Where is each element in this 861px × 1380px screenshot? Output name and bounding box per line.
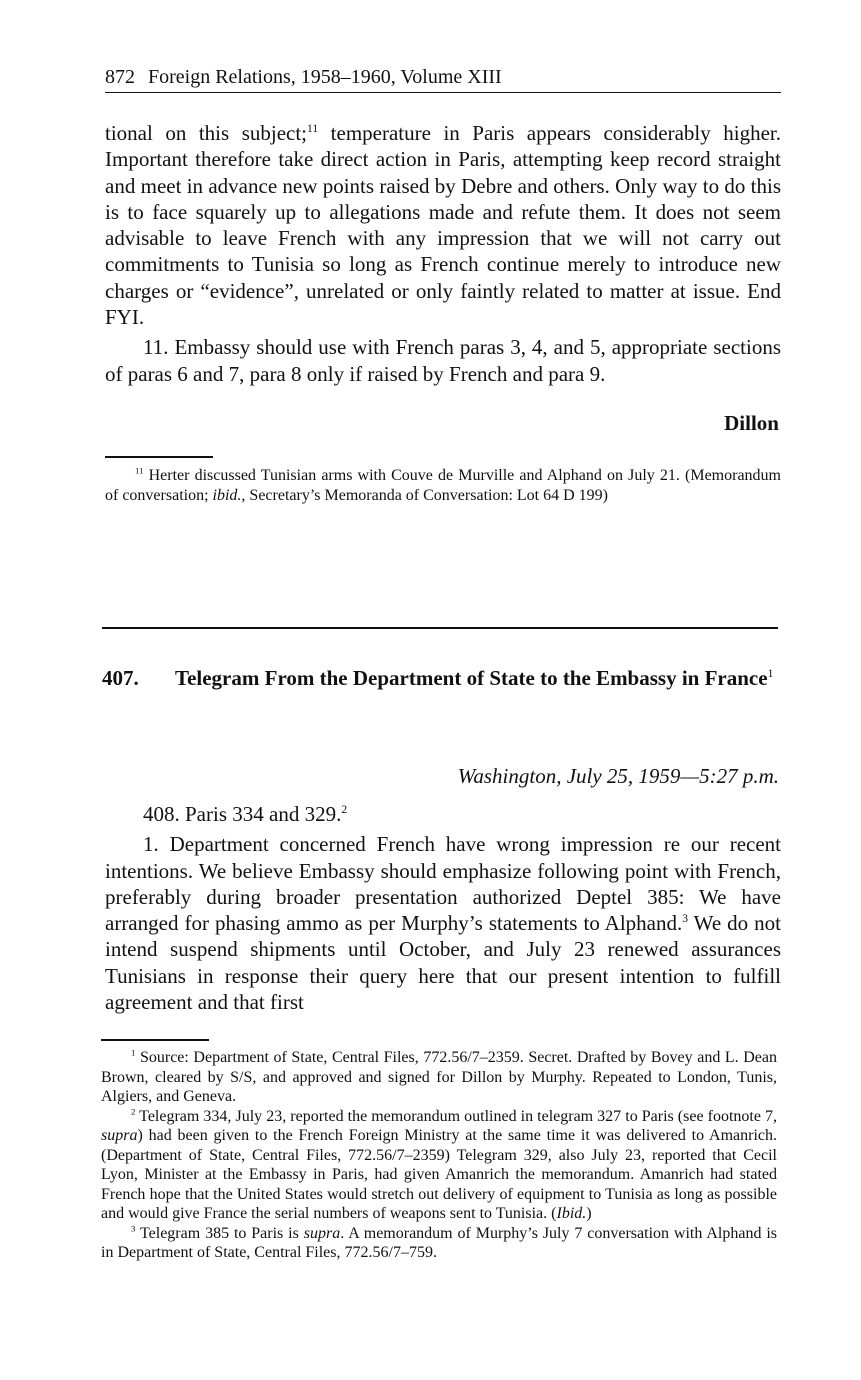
telegram-body — [105, 801, 781, 1015]
footnote-3 — [101, 1224, 777, 1263]
footnote-text-part: Herter discussed Tunisian arms with Couve de Murville and Alphand on July 21. (Memorandum of conversation; — [105, 467, 781, 504]
reference-line — [105, 801, 781, 827]
paragraph-1 — [105, 831, 781, 1015]
continued-paragraph — [105, 120, 781, 330]
signature: Dillon — [724, 411, 779, 435]
footnote-ref: 1 — [767, 668, 774, 680]
footnote-ref: 3 — [682, 913, 689, 926]
document-number: 407. — [102, 666, 139, 690]
footnote-marker: 3 — [131, 1223, 136, 1234]
paragraph-text: tional on this subject; — [105, 121, 308, 145]
footnote-italic: Ibid. — [556, 1205, 587, 1222]
footnote-text-part: Telegram 334, July 23, reported the memorandum outlined in telegram 327 to Paris (see footnote 7, — [135, 1107, 777, 1125]
paragraph-11: 11. Embassy should use with French paras 3, 4, and 5, appropriate sections of paras 6 and 7, para 8 only if raised by French and para 9. — [105, 335, 781, 386]
footnote-11 — [105, 466, 781, 505]
footnote-ref: 2 — [341, 804, 348, 816]
footnote-marker: 1 — [131, 1047, 136, 1058]
running-head — [105, 62, 781, 93]
footnote-rule — [101, 1039, 209, 1041]
footnote-marker: 2 — [131, 1106, 136, 1117]
footnote-text-part: ) had been given to the French Foreign Ministry at the same time it was delivered to Amanrich. (Department of State, Central Files, 772.56/7–2359) Telegram 329, also July 23, reported that Cecil Lyon, Minister at the Embassy in Paris, had given Amanrich the memorandum. Amanrich had stated French hope that the United States would stretch out delivery of equipment to Tunisia as long as possible and would give France the serial numbers of weapons sent to Tunisia. ( — [101, 1127, 777, 1222]
footnote-text: Source: Department of State, Central Files, 772.56/7–2359. Secret. Drafted by Bovey and L. Dean Brown, cleared by S/S, and approved and signed for Dillon by Murphy. Repeated to London, Tunis, Algiers, and Geneva. — [101, 1049, 777, 1105]
reference-text: 408. Paris 334 and 329. — [143, 802, 342, 826]
dateline: Washington, July 25, 1959—5:27 p.m. — [457, 764, 779, 788]
footnote-text — [105, 466, 781, 505]
footnote-text-part: , Secretary’s Memoranda of Conversation: Lot 64 D 199) — [241, 486, 608, 504]
footnote-text-part: . A memorandum of Murphy’s July 7 conversation with Alphand is in Department of State, Central Files, 772.56/7–759. — [101, 1224, 778, 1261]
footnote-italic: supra — [303, 1224, 341, 1242]
footnotes-block — [101, 1048, 777, 1263]
footnote-italic: ibid. — [212, 486, 242, 504]
paragraph-text: We do not intend suspend shipments until October, and July 23 renewed assurances Tunisians in response their query here that our present intention to fulfill agreement and that first — [105, 911, 782, 1015]
document-title: Telegram From the Department of State to the Embassy in France — [175, 666, 768, 690]
document-title-wrap — [175, 666, 775, 691]
paragraph-text: temperature in Paris appears considerably higher. Important therefore take direct action in Paris, attempting keep record straight and meet in advance new points raised by Debre and others. Only way to do this is to face squarely up to allegations made and refute them. It does not seem advisable to leave French with any impression that we will not carry out commitments to Tunisia so long as French continue merely to introduce new charges or “evidence”, unrelated or only faintly related to matter at issue. End FYI. — [105, 121, 782, 330]
page-number: 872 — [105, 66, 135, 88]
continued-text — [105, 120, 781, 387]
volume-title: Foreign Relations, 1958–1960, Volume XIII — [148, 66, 502, 88]
footnote-ref: 11 — [307, 123, 319, 135]
footnote-italic: supra — [101, 1127, 138, 1144]
footnote-rule — [105, 456, 213, 458]
footnote-1 — [101, 1048, 777, 1107]
paragraph-text: 1. Department concerned French have wrong impression re our recent intentions. We believe Embassy should emphasize following point with French, preferably during broader presentation authorized Deptel 385: We have arranged for phasing ammo as per Murphy’s statements to Alphand. — [105, 832, 781, 936]
footnote-2 — [101, 1107, 777, 1224]
footnote-text-part: ) — [586, 1205, 592, 1222]
section-divider — [102, 627, 778, 629]
footnote-text-part: Telegram 385 to Paris is — [135, 1224, 304, 1242]
footnote-marker: 11 — [135, 465, 144, 476]
